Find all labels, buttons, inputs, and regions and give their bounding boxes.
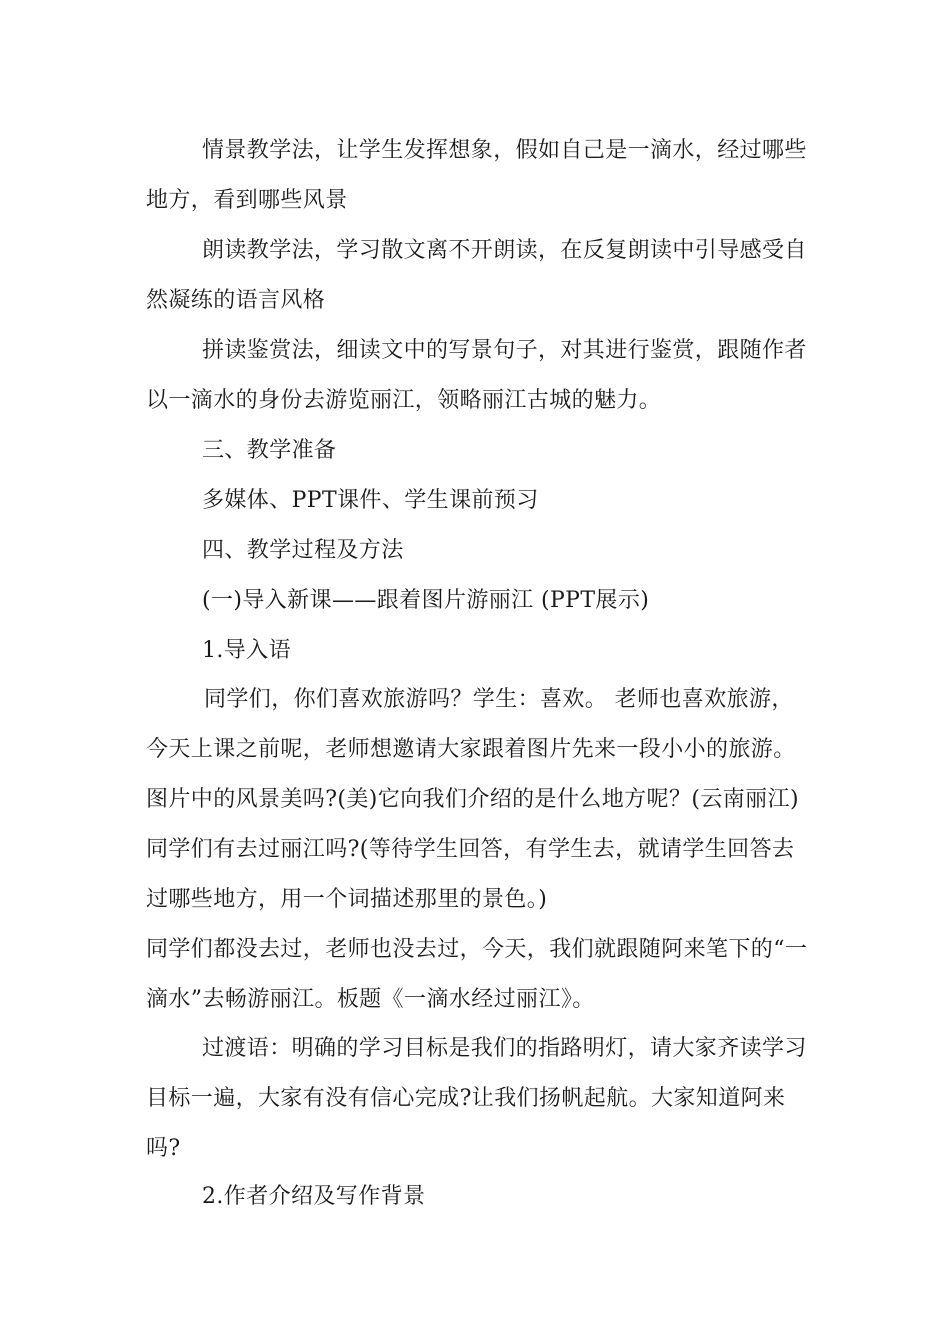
heading-lead-in: (一)导入新课——跟着图片游丽江 (PPT展示)	[202, 588, 650, 613]
paragraph-appreciation-method: 拼读鉴赏法，细读文中的写景句子，对其进行鉴赏，跟随作者以一滴水的身份去游览丽江，领略丽江古城的魅力。	[146, 338, 807, 413]
paragraph-follow-alai: 同学们都没去过，老师也没去过，今天，我们就跟随阿来笔下的“一滴水”去畅游丽江。板题《一滴水经过丽江》。	[146, 937, 808, 1012]
paragraph-reading-teaching: 朗读教学法，学习散文离不开朗读，在反复朗读中引导感受自然凝练的语言风格	[146, 238, 807, 313]
heading-teaching-preparation: 三、教学准备	[202, 438, 337, 463]
heading-teaching-process: 四、教学过程及方法	[202, 538, 404, 563]
paragraph-situational-teaching: 情景教学法，让学生发挥想象，假如自己是一滴水，经过哪些地方，看到哪些风景	[146, 138, 807, 213]
heading-author-background: 2.作者介绍及写作背景	[202, 1184, 426, 1209]
paragraph-preparation-items: 多媒体、PPT课件、学生课前预习	[202, 488, 539, 513]
paragraph-lead-in-dialogue: 同学们，你们喜欢旅游吗？学生：喜欢。 老师也喜欢旅游，今天上课之前呢，老师想邀请大家跟着图片先来一段小小的旅游。图片中的风景美吗?(美)它向我们介绍的是什么地方呢？(云南丽江)同学们有去过丽江吗?(等待学生回答，有学生去，就请学生回答去过哪些地方，用一个词描述那里的景色。)	[146, 687, 799, 912]
heading-lead-in-words: 1.导入语	[202, 638, 291, 663]
paragraph-transition: 过渡语：明确的学习目标是我们的指路明灯，请大家齐读学习目标一遍，大家有没有信心完成?让我们扬帆起航。大家知道阿来吗?	[146, 1036, 807, 1161]
